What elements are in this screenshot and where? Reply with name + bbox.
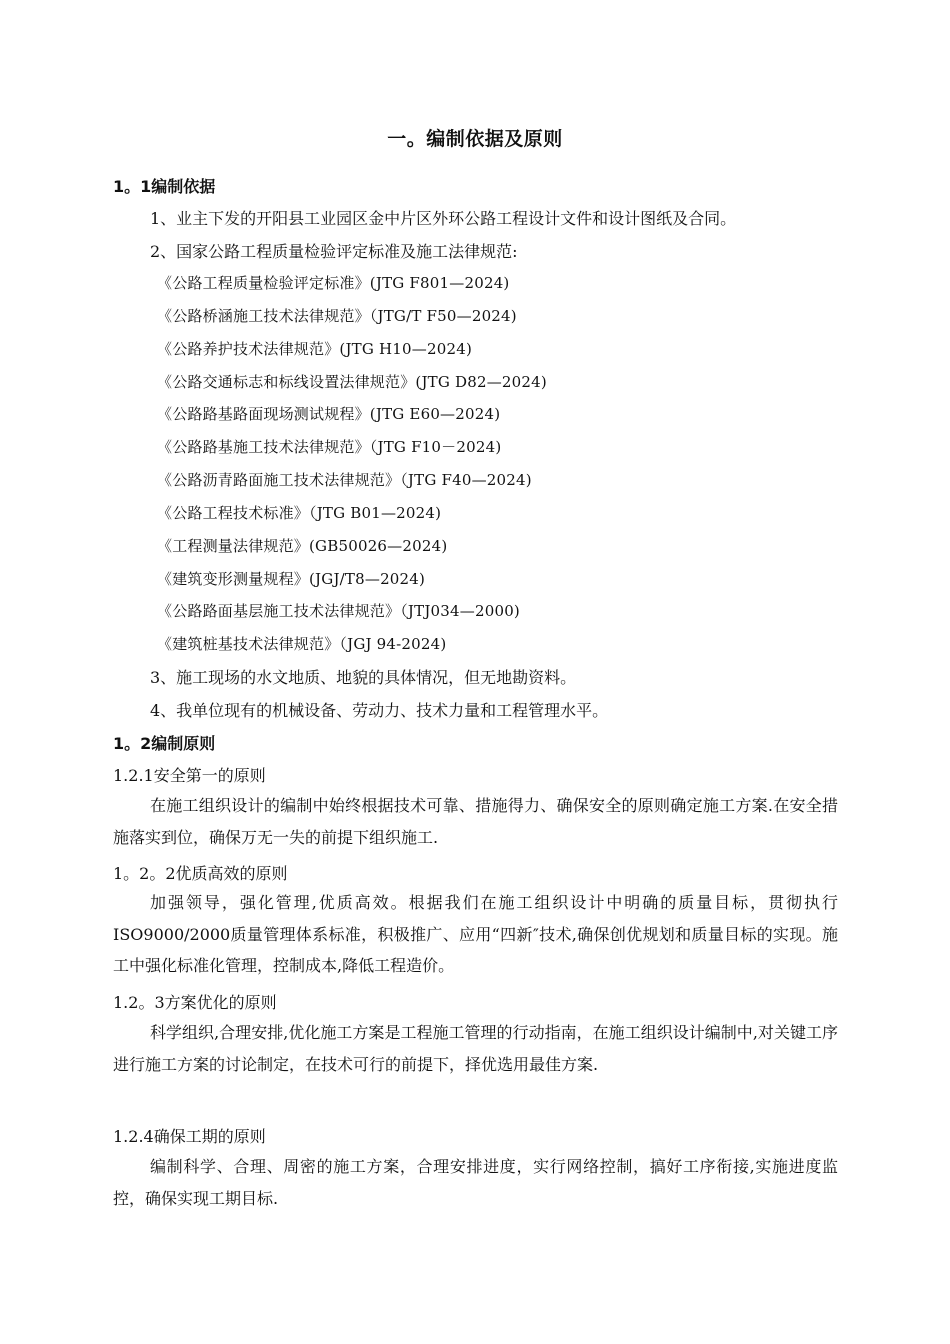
basis-item-4: 4、我单位现有的机械设备、劳动力、技术力量和工程管理水平。	[150, 701, 609, 720]
standard-item: 《公路路面基层施工技术法律规范》（JTJ034—2000)	[157, 602, 520, 620]
standard-item: 《公路桥涵施工技术法律规范》（JTG/T F50—2024)	[157, 307, 517, 325]
principle-text-safety: 在施工组织设计的编制中始终根据技术可靠、措施得力、确保安全的原则确定施工方案.在安全措施落实到位，确保万无一失的前提下组织施工.	[113, 796, 838, 847]
principle-text-quality: 加强领导，强化管理,优质高效。根据我们在施工组织设计中明确的质量目标，贯彻执行ISO9000/2000质量管理体系标准，积极推广、应用“四新″技术,确保创优规划和质量目标的实现。施工中强化标准化管理，控制成本,降低工程造价。	[113, 893, 838, 975]
basis-item-3: 3、施工现场的水文地质、地貌的具体情况，但无地勘资料。	[150, 668, 577, 687]
standard-item: 《公路路基路面现场测试规程》(JTG E60—2024)	[157, 405, 501, 423]
page-title: 一。编制依据及原则	[387, 128, 563, 150]
standard-item: 《公路工程质量检验评定标准》(JTG F801—2024)	[157, 274, 510, 292]
standard-item: 《公路养护技术法律规范》(JTG H10—2024)	[157, 340, 473, 358]
principle-heading-schedule: 1.2.4确保工期的原则	[113, 1127, 266, 1146]
principle-heading-safety: 1.2.1安全第一的原则	[113, 766, 266, 785]
standard-item: 《工程测量法律规范》(GB50026—2024)	[157, 537, 448, 555]
basis-item-2: 2、国家公路工程质量检验评定标准及施工法律规范:	[150, 242, 518, 261]
standard-item: 《公路交通标志和标线设置法律规范》(JTG D82—2024)	[157, 373, 547, 391]
standard-item: 《建筑变形测量规程》(JGJ/T8—2024)	[157, 570, 426, 588]
standard-item: 《公路路基施工技术法律规范》（JTG F10－2024)	[157, 438, 502, 456]
section-heading-principles: 1。2编制原则	[113, 734, 216, 753]
principle-text-optimization: 科学组织,合理安排,优化施工方案是工程施工管理的行动指南，在施工组织设计编制中,对关键工序进行施工方案的讨论制定，在技术可行的前提下，择优选用最佳方案.	[113, 1023, 838, 1074]
standard-item: 《建筑桩基技术法律规范》（JGJ 94-2024)	[157, 635, 447, 653]
principle-text-schedule: 编制科学、合理、周密的施工方案，合理安排进度，实行网络控制，搞好工序衔接,实施进度监控，确保实现工期目标.	[113, 1157, 838, 1208]
section-heading-basis: 1。1编制依据	[113, 177, 216, 196]
basis-item-1: 1、业主下发的开阳县工业园区金中片区外环公路工程设计文件和设计图纸及合同。	[150, 209, 737, 228]
standard-item: 《公路沥青路面施工技术法律规范》（JTG F40—2024)	[157, 471, 532, 489]
principle-heading-optimization: 1.2。3方案优化的原则	[113, 993, 277, 1012]
standard-item: 《公路工程技术标准》（JTG B01—2024)	[157, 504, 442, 522]
principle-heading-quality: 1。2。2优质高效的原则	[113, 864, 288, 883]
